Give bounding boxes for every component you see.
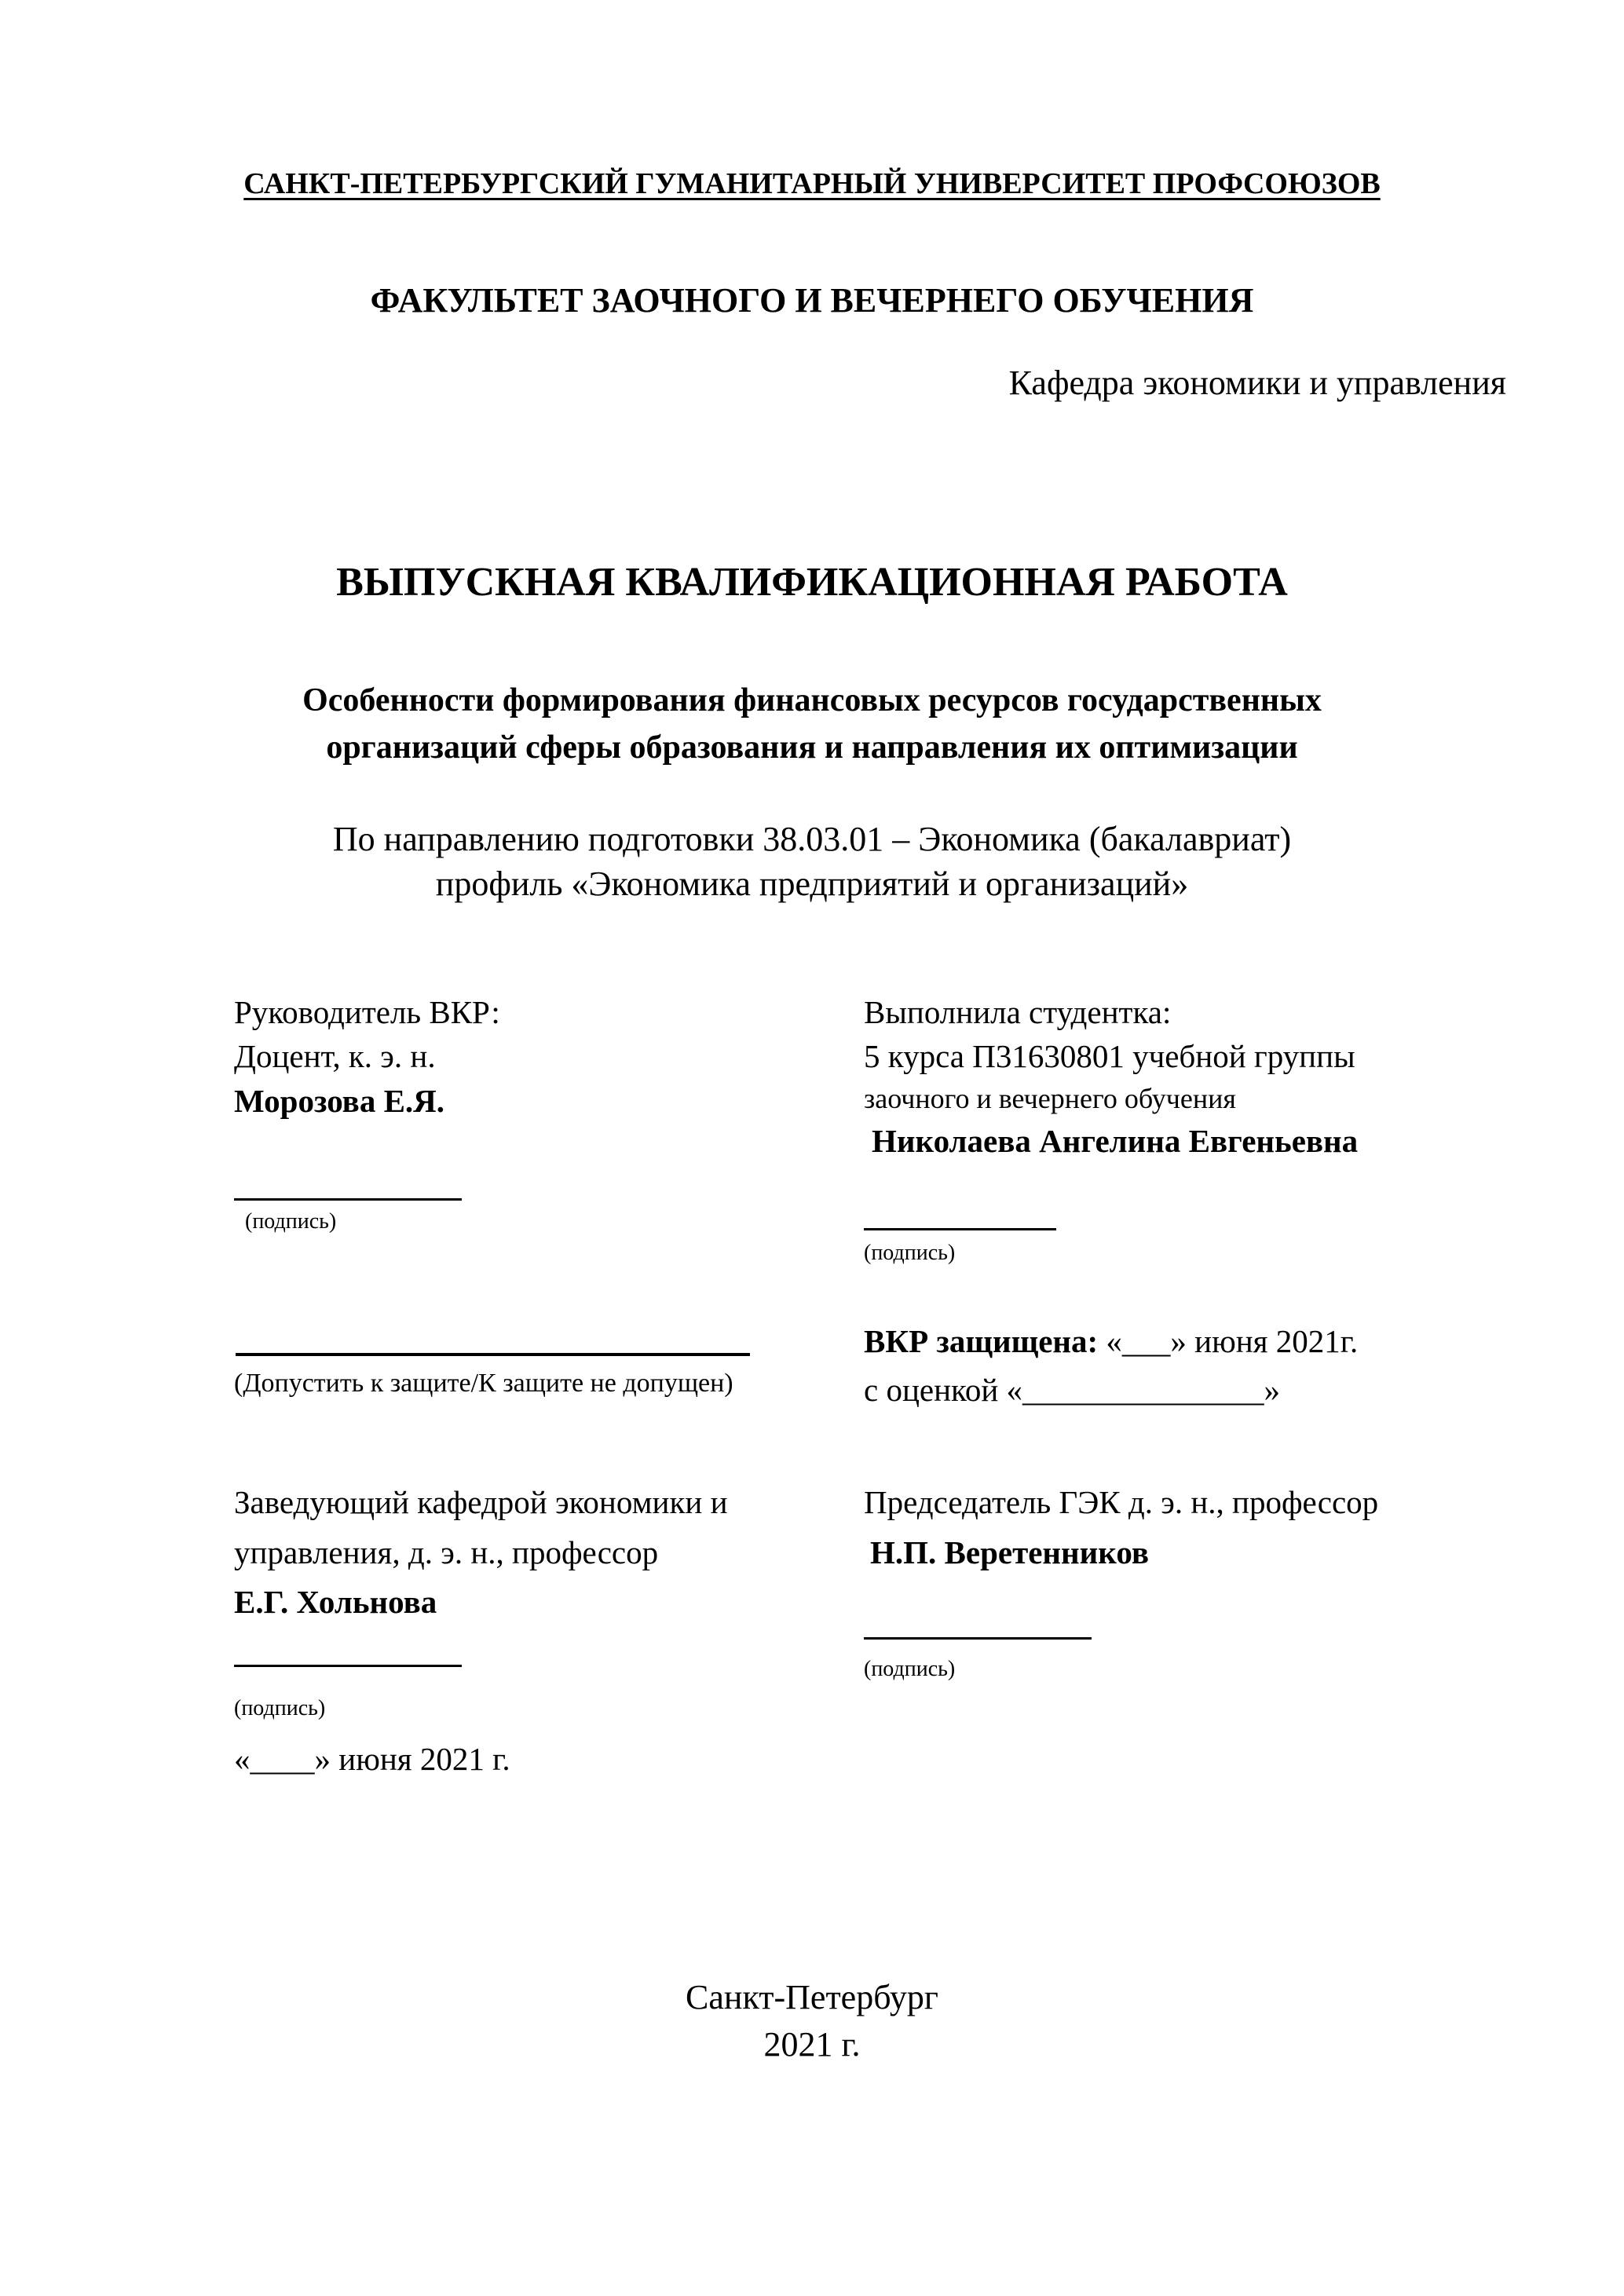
student-label: Выполнила студентка: <box>864 994 1172 1030</box>
head-signature-line <box>234 1665 462 1667</box>
defense-status <box>864 1322 1358 1361</box>
chair-name: Н.П. Веретенников <box>870 1534 1149 1570</box>
topic-line-2: организаций сферы образования и направления их оптимизации <box>326 729 1298 766</box>
head-name: Е.Г. Хольнова <box>234 1584 437 1620</box>
department-name: Кафедра экономики и управления <box>1008 364 1506 402</box>
head-date: «____» июня 2021 г. <box>234 1741 510 1777</box>
supervisor-position: Доцент, к. э. н. <box>234 1038 436 1074</box>
chair-signature-caption: (подпись) <box>864 1657 956 1681</box>
defense-date: «___» июня 2021г. <box>1106 1323 1359 1359</box>
topic-line-1: Особенности формирования финансовых ресурсов государственных <box>302 682 1322 718</box>
city: Санкт-Петербург <box>686 1978 938 2016</box>
supervisor-label: Руководитель ВКР: <box>234 994 500 1030</box>
student-name: Николаева Ангелина Евгеньевна <box>872 1123 1359 1159</box>
admission-decision-line <box>236 1353 750 1356</box>
student-signature-caption: (подпись) <box>864 1241 956 1265</box>
student-signature-line <box>864 1228 1056 1230</box>
year: 2021 г. <box>763 2025 861 2064</box>
direction-line-1: По направлению подготовки 38.03.01 – Экономика (бакалавриат) <box>332 820 1292 858</box>
defense-label: ВКР защищена: <box>864 1323 1099 1359</box>
direction-line-2: профиль «Экономика предприятий и организаций» <box>435 865 1189 903</box>
defense-grade: с оценкой «_______________» <box>864 1372 1281 1408</box>
work-type-title: ВЫПУСКНАЯ КВАЛИФИКАЦИОННАЯ РАБОТА <box>336 560 1288 605</box>
head-position-line-2: управления, д. э. н., профессор <box>234 1534 659 1570</box>
chair-position: Председатель ГЭК д. э. н., профессор <box>864 1484 1379 1520</box>
supervisor-signature-line <box>234 1198 462 1201</box>
faculty-name: ФАКУЛЬТЕТ ЗАОЧНОГО И ВЕЧЕРНЕГО ОБУЧЕНИЯ <box>370 281 1254 320</box>
chair-signature-line <box>864 1637 1092 1640</box>
student-group: 5 курса П31630801 учебной группы <box>864 1038 1355 1074</box>
student-study-form: заочного и вечернего обучения <box>864 1083 1236 1114</box>
supervisor-name: Морозова Е.Я. <box>234 1083 445 1119</box>
head-signature-caption: (подпись) <box>234 1696 326 1720</box>
university-name: САНКТ-ПЕТЕРБУРГСКИЙ ГУМАНИТАРНЫЙ УНИВЕРСИТЕТ ПРОФСОЮЗОВ <box>243 167 1381 200</box>
head-position-line-1: Заведующий кафедрой экономики и <box>234 1484 728 1520</box>
admission-caption: (Допустить к защите/К защите не допущен) <box>234 1369 733 1398</box>
supervisor-signature-caption: (подпись) <box>245 1209 337 1234</box>
